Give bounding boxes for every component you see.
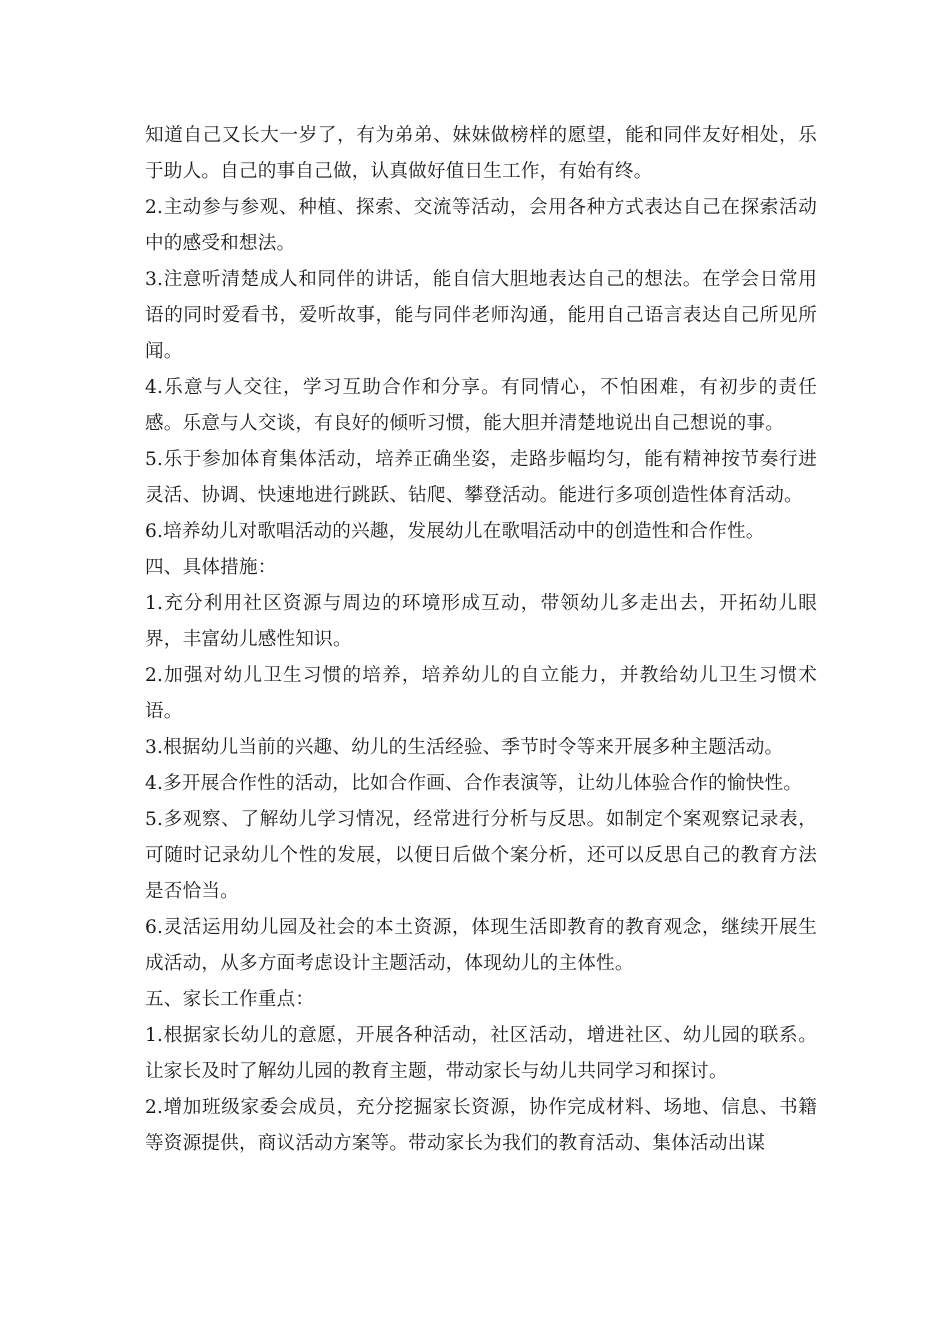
paragraph-parent-1: 1.根据家长幼儿的意愿，开展各种活动，社区活动，增进社区、幼儿园的联系。让家长及时了解幼儿园的教育主题，带动家长与幼儿共同学习和探讨。 xyxy=(145,1025,817,1082)
paragraph-goal-2: 2.主动参与参观、种植、探索、交流等活动，会用各种方式表达自己在探索活动中的感受和想法。 xyxy=(145,197,817,254)
paragraph-goal-4: 4.乐意与人交往，学习互助合作和分享。有同情心，不怕困难，有初步的责任感。乐意与人交谈，有良好的倾听习惯，能大胆并清楚地说出自己想说的事。 xyxy=(145,377,817,434)
paragraph-goal-3: 3.注意听清楚成人和同伴的讲话，能自信大胆地表达自己的想法。在学会日常用语的同时爱看书，爱听故事，能与同伴老师沟通，能用自己语言表达自己所见所闻。 xyxy=(145,269,817,362)
paragraph-measure-6: 6.灵活运用幼儿园及社会的本土资源，体现生活即教育的教育观念，继续开展生成活动，从多方面考虑设计主题活动，体现幼儿的主体性。 xyxy=(145,917,817,974)
section-heading-measures: 四、具体措施： xyxy=(145,557,277,578)
paragraph-measure-2: 2.加强对幼儿卫生习惯的培养，培养幼儿的自立能力，并教给幼儿卫生习惯术语。 xyxy=(145,665,817,722)
document-body xyxy=(145,118,817,1162)
paragraph-goal-6: 6.培养幼儿对歌唱活动的兴趣，发展幼儿在歌唱活动中的创造性和合作性。 xyxy=(145,521,765,542)
paragraph-continuation: 知道自己又长大一岁了，有为弟弟、妹妹做榜样的愿望，能和同伴友好相处，乐于助人。自己的事自己做，认真做好值日生工作，有始有终。 xyxy=(145,125,817,182)
paragraph-measure-3: 3.根据幼儿当前的兴趣、幼儿的生活经验、季节时令等来开展多种主题活动。 xyxy=(145,737,784,758)
paragraph-measure-1: 1.充分利用社区资源与周边的环境形成互动，带领幼儿多走出去，开拓幼儿眼界，丰富幼儿感性知识。 xyxy=(145,593,817,650)
paragraph-measure-4: 4.多开展合作性的活动，比如合作画、合作表演等，让幼儿体验合作的愉快性。 xyxy=(145,773,803,794)
section-heading-parent-work: 五、家长工作重点： xyxy=(145,989,315,1010)
paragraph-goal-5: 5.乐于参加体育集体活动，培养正确坐姿，走路步幅均匀，能有精神按节奏行进灵活、协调、快速地进行跳跃、钻爬、攀登活动。能进行多项创造性体育活动。 xyxy=(145,449,817,506)
paragraph-parent-2: 2.增加班级家委会成员，充分挖掘家长资源，协作完成材料、场地、信息、书籍等资源提供，商议活动方案等。带动家长为我们的教育活动、集体活动出谋 xyxy=(145,1097,817,1154)
paragraph-measure-5: 5.多观察、了解幼儿学习情况，经常进行分析与反思。如制定个案观察记录表，可随时记录幼儿个性的发展，以便日后做个案分析，还可以反思自己的教育方法是否恰当。 xyxy=(145,809,817,902)
